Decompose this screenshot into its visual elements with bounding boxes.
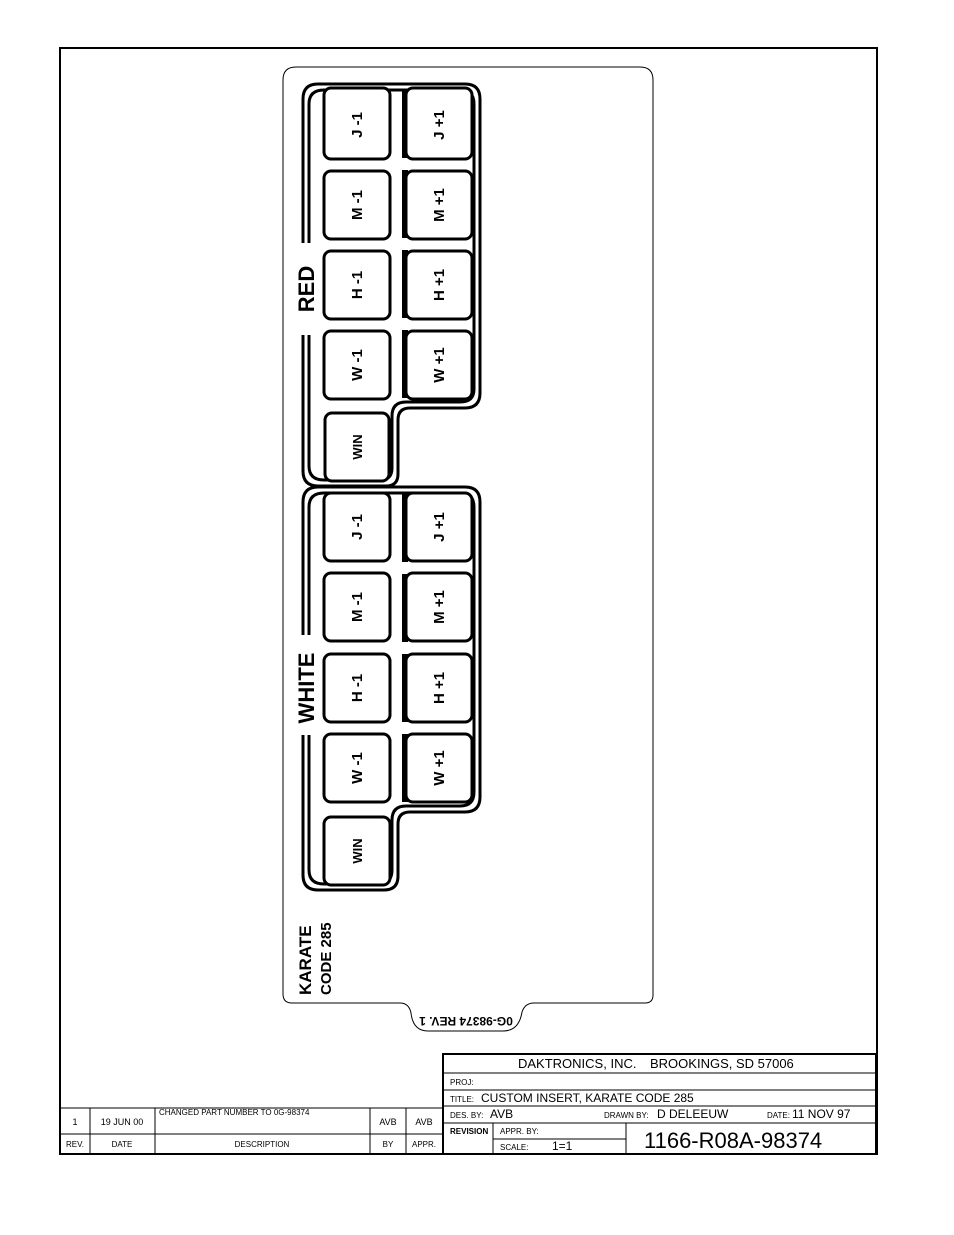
product-line-2: CODE 285 (318, 922, 335, 995)
scale-value: 1=1 (552, 1139, 573, 1153)
red-j-minus-label: J -1 (349, 112, 366, 138)
white-h-plus-label: H +1 (431, 671, 448, 705)
appr-by-label: APPR. BY: (500, 1127, 539, 1136)
drawn-by-value: D DELEEUW (657, 1107, 729, 1121)
revision-block (60, 1108, 443, 1154)
date-header: DATE (111, 1140, 133, 1149)
red-h-minus-label: H -1 (349, 270, 366, 300)
title-block (443, 1054, 876, 1154)
date-value: 11 NOV 97 (792, 1107, 851, 1121)
rev-appr-cell: AVB (415, 1117, 433, 1127)
red-group-label: RED (294, 265, 319, 313)
red-m-minus-label: M -1 (349, 190, 366, 220)
scale-label: SCALE: (500, 1143, 529, 1152)
proj-label: PROJ: (450, 1078, 474, 1087)
white-win-label: WIN (350, 838, 365, 864)
rev-header: REV. (66, 1140, 84, 1149)
white-h-minus-label: H -1 (349, 673, 366, 703)
red-w-minus-label: W -1 (349, 349, 366, 381)
date-label: DATE: (767, 1111, 790, 1120)
rev-date-cell: 19 JUN 00 (100, 1117, 144, 1127)
product-label (296, 922, 335, 995)
white-m-minus-label: M -1 (349, 592, 366, 622)
company-location: BROOKINGS, SD 57006 (650, 1056, 794, 1071)
white-w-minus-label: W -1 (349, 752, 366, 784)
white-w-plus-label: W +1 (431, 750, 448, 786)
white-m-plus-label: M +1 (431, 590, 448, 624)
white-j-minus-label: J -1 (349, 514, 366, 540)
description-header: DESCRIPTION (234, 1140, 290, 1149)
by-header: BY (382, 1140, 394, 1149)
white-j-plus-label: J +1 (431, 512, 448, 542)
product-line-1: KARATE (296, 925, 315, 995)
white-group-label: WHITE (294, 652, 319, 724)
rev-by-cell: AVB (379, 1117, 397, 1127)
red-h-plus-label: H +1 (431, 268, 448, 302)
appr-header: APPR. (411, 1140, 437, 1149)
red-win-label: WIN (350, 434, 365, 460)
red-w-plus-label: W +1 (431, 347, 448, 383)
rev-cell: 1 (72, 1117, 78, 1127)
red-j-plus-label: J +1 (431, 110, 448, 140)
des-by-label: DES. BY: (450, 1111, 484, 1120)
company-name: DAKTRONICS, INC. (518, 1056, 637, 1071)
drawn-by-label: DRAWN BY: (604, 1111, 649, 1120)
des-by-value: AVB (490, 1107, 514, 1121)
drawing-number: 1166-R08A-98374 (644, 1128, 823, 1153)
title-value: CUSTOM INSERT, KARATE CODE 285 (481, 1091, 694, 1105)
rev-description-cell: CHANGED PART NUMBER TO 0G-98374 (159, 1108, 310, 1117)
tab-part-label: 0G-98374 REV. 1 (419, 1014, 513, 1028)
red-m-plus-label: M +1 (431, 188, 448, 222)
revision-label: REVISION (450, 1127, 489, 1136)
title-label: TITLE: (450, 1095, 475, 1104)
